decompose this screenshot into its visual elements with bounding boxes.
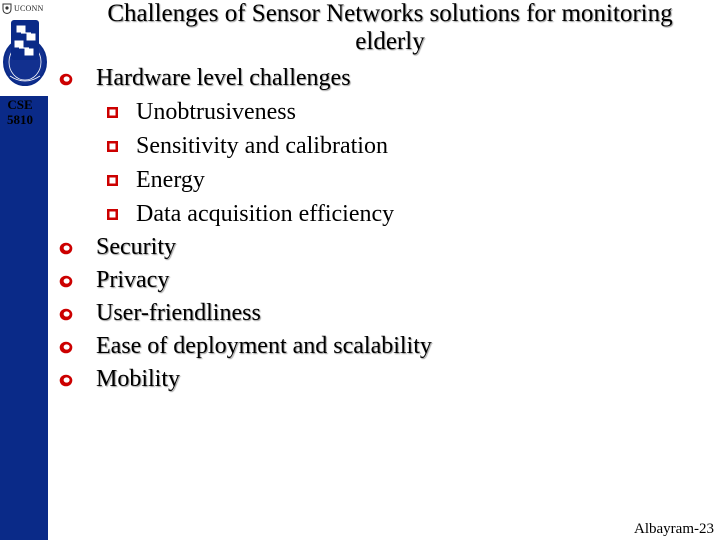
course-code <box>0 97 40 127</box>
hollow-square-bullet-icon <box>107 175 118 186</box>
bullet-label: Hardware level challenges <box>96 65 351 91</box>
sub-bullet-item <box>56 95 432 129</box>
bullet-item <box>56 231 432 264</box>
sub-bullet-item <box>56 163 432 197</box>
hollow-square-bullet-icon <box>107 107 118 118</box>
bullet-item <box>56 363 432 396</box>
ring-bullet-icon <box>59 275 73 288</box>
course-code-line1: CSE <box>7 97 33 112</box>
uconn-wordmark <box>2 2 48 14</box>
sidebar <box>0 0 48 540</box>
sub-bullet-item <box>56 197 432 231</box>
sub-bullet-item <box>56 129 432 163</box>
bullet-list <box>56 62 432 396</box>
sub-bullet-label: Data acquisition efficiency <box>136 201 395 227</box>
bullet-label: Privacy <box>96 267 170 293</box>
bullet-label: User-friendliness <box>96 300 261 326</box>
ring-bullet-icon <box>59 73 73 86</box>
ring-bullet-icon <box>59 242 73 255</box>
sub-bullet-label: Sensitivity and calibration <box>136 133 388 159</box>
sub-bullet-label: Energy <box>136 167 205 193</box>
uconn-seal-icon <box>2 3 12 14</box>
uconn-text: UCONN <box>14 3 44 13</box>
ring-bullet-icon <box>59 374 73 387</box>
bullet-item <box>56 62 432 95</box>
slide-footer: Albayram-23 <box>634 521 714 537</box>
ring-bullet-icon <box>59 341 73 354</box>
sub-bullet-label: Unobtrusiveness <box>136 99 296 125</box>
sidebar-logo-area <box>0 0 48 96</box>
uconn-network-logo-icon <box>2 16 48 88</box>
slide-title <box>60 0 720 56</box>
bullet-item <box>56 264 432 297</box>
hollow-square-bullet-icon <box>107 141 118 152</box>
bullet-item <box>56 297 432 330</box>
slide-title-line2: elderly <box>355 28 425 55</box>
bullet-label: Ease of deployment and scalability <box>96 333 432 359</box>
bullet-item <box>56 330 432 363</box>
course-code-line2: 5810 <box>7 112 33 127</box>
ring-bullet-icon <box>59 308 73 321</box>
slide-title-line1: Challenges of Sensor Networks solutions for monitoring <box>107 0 673 27</box>
bullet-label: Mobility <box>96 366 181 392</box>
hollow-square-bullet-icon <box>107 209 118 220</box>
bullet-label: Security <box>96 234 176 260</box>
